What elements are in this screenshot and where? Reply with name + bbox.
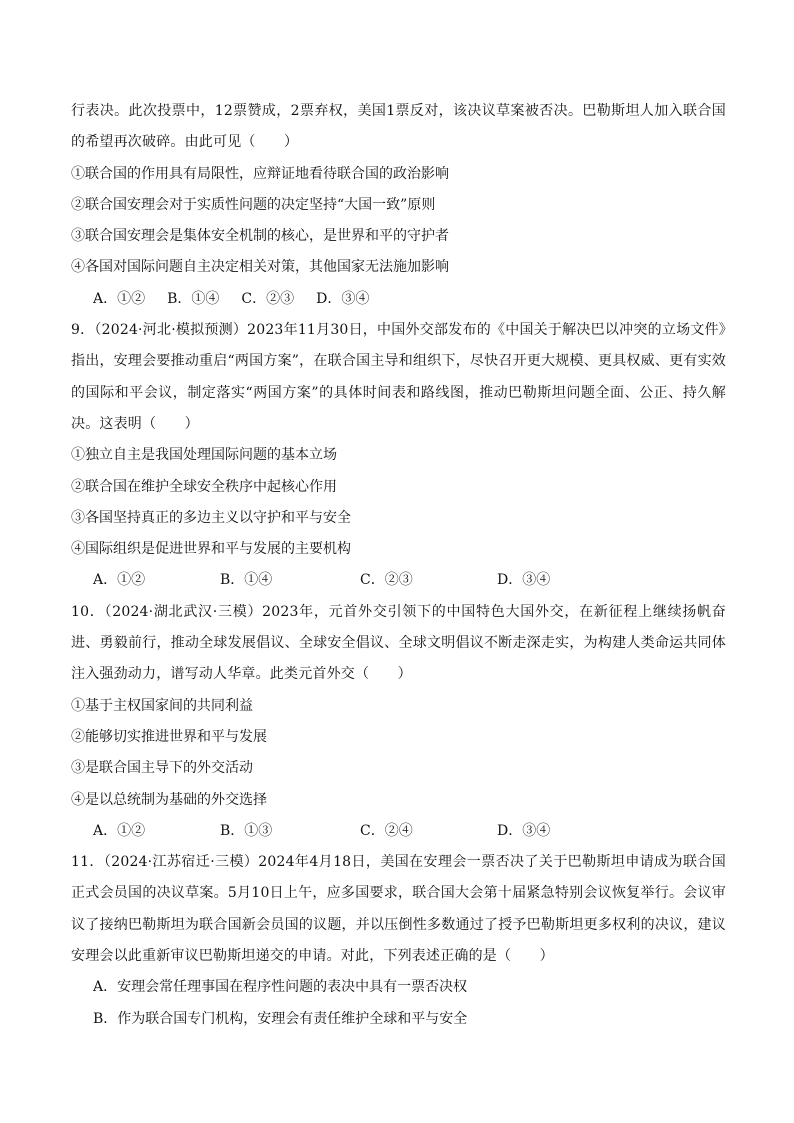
q10-option-4: ④是以总统制为基础的外交选择 — [71, 791, 267, 808]
q10-choice-d: D．③④ — [497, 822, 551, 839]
q8-option-1: ①联合国的作用具有局限性，应辩证地看待联合国的政治影响 — [71, 165, 449, 182]
q8-option-3: ③联合国安理会是集体安全机制的核心，是世界和平的守护者 — [71, 228, 449, 245]
q8-choices — [71, 284, 726, 315]
q9-choice-b: B．①④ — [220, 572, 273, 589]
q9-option-1: ①独立自主是我国处理国际问题的基本立场 — [71, 447, 337, 464]
q9-choice-d: D．③④ — [497, 572, 551, 589]
q10-option-2: ②能够切实推进世界和平与发展 — [71, 728, 267, 745]
q11-stem: 11．（2024·江苏宿迁·三模）2024年4月18日，美国在安理会一票否决了关于巴勒斯坦申请成为联合国正式会员国的决议草案。5月10日上午，应多国要求，联合国大会第十届紧急特别会议恢复举行。会议审议了接纳巴勒斯坦为联合国新会员国的议题，并以压倒性多数通过了授予巴勒斯坦更多权利的决议，建议安理会以此重新审议巴勒斯坦递交的申请。对此，下列表述正确的是（ ） — [71, 854, 726, 965]
q10-stem: 10．（2024·湖北武汉·三模）2023年，元首外交引领下的中国特色大国外交，在新征程上继续扬帆奋进、勇毅前行，推动全球发展倡议、全球安全倡议、全球文明倡议不断走深走实，为构建人类命运共同体注入强劲动力，谱写动人华章。此类元首外交（ ） — [71, 603, 726, 683]
q10-choice-c: C．②④ — [360, 822, 413, 839]
q8-choice-d: D．③④ — [316, 290, 370, 307]
q8-choice-a: A．①② — [93, 290, 146, 307]
q10-option-3: ③是联合国主导下的外交活动 — [71, 760, 253, 777]
q9-choices — [71, 565, 726, 596]
q11-option-a: A．安理会常任理事国在程序性问题的表决中具有一票否决权 — [93, 979, 468, 996]
q9-option-2: ②联合国在维护全球安全秩序中起核心作用 — [71, 478, 337, 495]
q8-choice-b: B．①④ — [167, 290, 220, 307]
q9-option-4: ④国际组织是促进世界和平与发展的主要机构 — [71, 541, 351, 558]
q8-option-4: ④各国对国际问题自主决定相关对策，其他国家无法施加影响 — [71, 259, 449, 276]
q9-choice-c: C．②③ — [360, 572, 413, 589]
q11-option-b: B．作为联合国专门机构，安理会有责任维护全球和平与安全 — [93, 1010, 468, 1027]
q8-stem: 行表决。此次投票中，12票赞成，2票弃权，美国1票反对，该决议草案被否决。巴勒斯坦人加入联合国的希望再次破碎。由此可见（ ） — [71, 103, 726, 151]
q9-choice-a: A．①② — [93, 572, 146, 589]
q10-choices — [71, 816, 726, 847]
q8-option-2: ②联合国安理会对于实质性问题的决定坚持“大国一致”原则 — [71, 196, 436, 213]
q10-choice-a: A．①② — [93, 822, 146, 839]
q10-option-1: ①基于主权国家间的共同利益 — [71, 697, 253, 714]
q9-option-3: ③各国坚持真正的多边主义以守护和平与安全 — [71, 509, 351, 526]
q8-choice-c: C．②③ — [241, 290, 295, 307]
q9-stem: 9．（2024·河北·模拟预测）2023年11月30日，中国外交部发布的《中国关于解决巴以冲突的立场文件》指出，安理会要推动重启“两国方案”，在联合国主导和组织下，尽快召开更大规模、更具权威、更有实效的国际和平会议，制定落实“两国方案”的具体时间表和路线图，推动巴勒斯坦问题全面、公正、持久解决。这表明（ ） — [71, 322, 726, 432]
q10-choice-b: B．①③ — [220, 822, 273, 839]
question-content — [71, 96, 726, 1035]
